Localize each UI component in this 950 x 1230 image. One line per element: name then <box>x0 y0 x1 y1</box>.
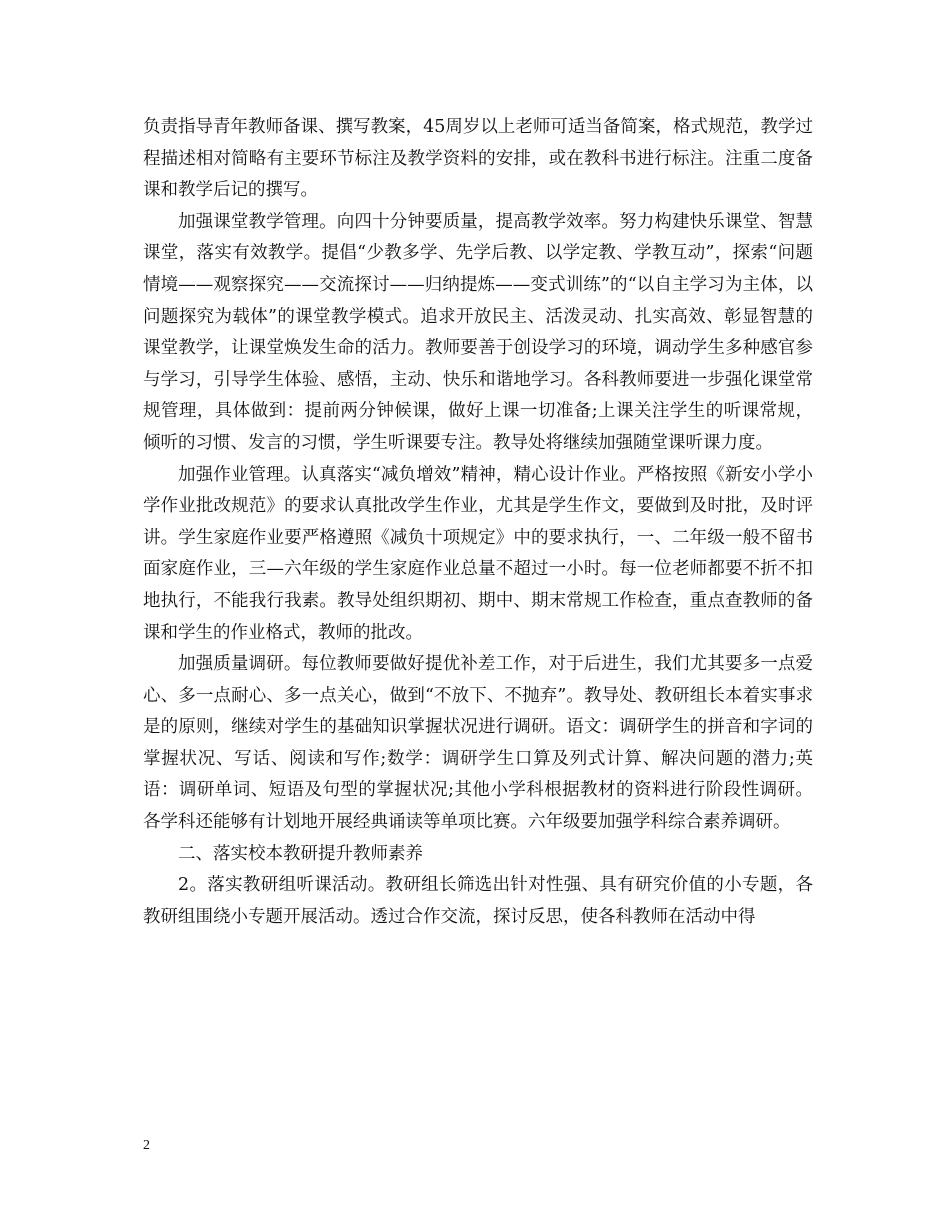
paragraph-4: 加强质量调研。每位教师要做好提优补差工作，对于后进生，我们尤其要多一点爱心、多一点耐心、多一点关心，做到“不放下、不抛弃”。教导处、教研组长本着实事求是的原则，继续对学生的基础知识掌握状况进行调研。语文：调研学生的拼音和字词的掌握状况、写话、阅读和写作;数学：调研学生口算及列式计算、解决问题的潜力;英语：调研单词、短语及句型的掌握状况;其他小学科根据教材的资料进行阶段性调研。各学科还能够有计划地开展经典诵读等单项比赛。六年级要加强学科综合素养调研。 <box>143 654 813 833</box>
document-body <box>143 112 813 933</box>
section-heading: 二、落实校本教研提升教师素养 <box>178 843 423 864</box>
paragraph-6: 2。落实教研组听课活动。教研组长筛选出针对性强、具有研究价值的小专题，各教研组围绕小专题开展活动。透过合作交流，探讨反思，使各科教师在活动中得 <box>143 875 813 927</box>
paragraph-1: 负责指导青年教师备课、撰写教案，45周岁以上老师可适当备简案，格式规范，教学过程描述相对简略有主要环节标注及教学资料的安排，或在教科书进行标注。注重二度备课和教学后记的撰写。 <box>143 117 813 201</box>
paragraph-2: 加强课堂教学管理。向四十分钟要质量，提高教学效率。努力构建快乐课堂、智慧课堂，落实有效教学。提倡“少教多学、先学后教、以学定教、学教互动”，探索“问题情境——观察探究——交流探讨——归纳提炼——变式训练”的“以自主学习为主体，以问题探究为载体”的课堂教学模式。追求开放民主、活泼灵动、扎实高效、彰显智慧的课堂教学，让课堂焕发生命的活力。教师要善于创设学习的环境，调动学生多种感官参与学习，引导学生体验、感悟，主动、快乐和谐地学习。各科教师要进一步强化课堂常规管理，具体做到：提前两分钟候课，做好上课一切准备;上课关注学生的听课常规，倾听的习惯、发言的习惯，学生听课要专注。教导处将继续加强随堂课听课力度。 <box>143 211 813 453</box>
paragraph-3: 加强作业管理。认真落实“减负增效”精神，精心设计作业。严格按照《新安小学小学作业批改规范》的要求认真批改学生作业，尤其是学生作文，要做到及时批，及时评讲。学生家庭作业要严格遵照《减负十项规定》中的要求执行，一、二年级一般不留书面家庭作业，三—六年级的学生家庭作业总量不超过一小时。每一位老师都要不折不扣地执行，不能我行我素。教导处组织期初、期中、期末常规工作检查，重点查教师的备课和学生的作业格式，教师的批改。 <box>143 464 813 643</box>
page-number: 2 <box>143 1138 150 1153</box>
